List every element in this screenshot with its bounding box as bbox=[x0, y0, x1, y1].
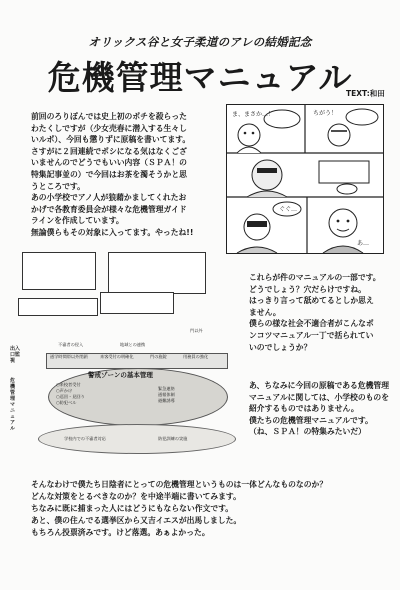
text-line: どんな対策をとるべきなのか？を中途半端に書いてみます。 bbox=[31, 492, 241, 501]
body-paragraph-3 bbox=[249, 380, 395, 438]
text-line: どうでしょう？穴だらけですね。 bbox=[249, 284, 366, 294]
text-line: これらが件のマニュアルの一部です。 bbox=[249, 273, 381, 282]
subtitle: オリックス谷と女子柔道のアレの結婚記念 bbox=[88, 35, 312, 49]
zone-item: ○防犯ベル bbox=[56, 400, 77, 405]
text-line: いのでしょうか？ bbox=[249, 342, 312, 352]
zone-item: ○声かけ bbox=[56, 388, 73, 393]
note-label: 防犯訓練の実施 bbox=[158, 436, 188, 441]
text-line: ラインを作成しています。 bbox=[31, 216, 124, 226]
text-line: いませんのでどうでもいい内容（ＳＰＡ！の bbox=[31, 158, 187, 168]
text-line: 無論僕らもその対象に入ってます。やったね!! bbox=[31, 227, 194, 237]
diagram-box bbox=[100, 292, 174, 314]
text-line: ません。 bbox=[249, 307, 281, 317]
flow-label: 地域との連携 bbox=[120, 342, 146, 347]
text-line: さすがに２回連続でポシになる気はなくござ bbox=[31, 146, 187, 156]
text-line: あ、ちなみに今回の原稿である危機管理 bbox=[249, 381, 390, 390]
zone-item: ○来校者受付 bbox=[56, 382, 81, 387]
comic-bubble: ま、まさか…！ bbox=[232, 111, 275, 118]
zone-item: 緊急連絡 bbox=[158, 386, 175, 391]
comic-bubble: ちがう！ bbox=[313, 110, 338, 117]
text-line: （ね、ＳＰＡ！の特集みたいだ） bbox=[249, 427, 366, 437]
text-line: 紹介するものではありません。 bbox=[249, 404, 359, 414]
text-line: いルポ）、今回も懲りずに原稿を書いてます。 bbox=[31, 135, 191, 145]
diagram-box bbox=[108, 252, 206, 294]
text-line: うところです。 bbox=[31, 181, 85, 191]
text-line: あと、僕の住んでる選挙区から又吉イエスが出馬しました。 bbox=[31, 516, 242, 525]
text-line: かげで各教育委員会が様々な危機管理ガイド bbox=[31, 204, 187, 214]
text-line: マニュアルに関しては、小学校のものを bbox=[249, 392, 390, 402]
zone-title: 警戒ゾーンの基本管理 bbox=[88, 371, 153, 379]
author-credit: TEXT:和田 bbox=[346, 89, 385, 98]
text-line: ンコツマニュアル一丁で括られてい bbox=[249, 330, 374, 340]
manual-diagram bbox=[8, 250, 242, 458]
zone-item: ○巡回・見回り bbox=[56, 394, 85, 399]
comic-bubble: あ… bbox=[357, 240, 370, 247]
entry-watch-label: 出入口監視 bbox=[10, 346, 21, 364]
text-line: 僕らの様な社会不適合者がこんなポ bbox=[249, 319, 374, 329]
comic-bubble: ぐぐ… bbox=[279, 206, 298, 213]
text-line: 特集記事並の）で今回はお茶を濁そうかと思 bbox=[31, 169, 187, 179]
text-line: ちなみに既に捕まった人にはどうにもならない作文です。 bbox=[31, 504, 234, 513]
comic-strip bbox=[226, 104, 384, 254]
stripe-item: 通学時間帯以外閉鎖 bbox=[50, 354, 88, 359]
closing-paragraph bbox=[31, 479, 386, 539]
text-line: もちろん投票済みです。けど落選。あぁよかった。 bbox=[31, 528, 210, 537]
text-line: 僕たちの危機管理マニュアルです。 bbox=[249, 415, 373, 425]
comic-illustration bbox=[227, 105, 383, 253]
page-title: 危機管理マニュアル bbox=[47, 58, 353, 97]
text-line: わたくしですが（少女売春に潜入する生々し bbox=[31, 123, 187, 133]
zone-item: 避難誘導 bbox=[158, 398, 175, 403]
zone-item: 通報体制 bbox=[158, 392, 175, 397]
stripe-item: 門の施錠 bbox=[150, 354, 167, 359]
vertical-label: 危機管理マニュアル bbox=[10, 378, 16, 432]
body-paragraph-2 bbox=[249, 272, 395, 353]
diagram-box bbox=[22, 252, 96, 290]
text-line: はっきり言って舐めてるとしか思え bbox=[249, 296, 374, 306]
intro-paragraph bbox=[31, 111, 224, 239]
flow-label: 門以外 bbox=[190, 328, 203, 333]
flow-label: 不審者の侵入 bbox=[58, 342, 84, 347]
note-label: 学校内での不審者対応 bbox=[64, 436, 106, 441]
text-line: 前回のろりぽんでは史上初のポチを殺らった bbox=[31, 112, 187, 121]
text-line: あの小学校でアノ人が狼藉かましてくれたお bbox=[31, 193, 187, 203]
diagram-box bbox=[18, 298, 98, 316]
stripe-item: 来客受付の明確化 bbox=[100, 354, 134, 359]
stripe-item: 用務員の強化 bbox=[183, 354, 209, 359]
text-line: そんなわけで僕たち日陰者にとっての危機管理というものは一体どんなものなのか？ bbox=[31, 480, 328, 489]
